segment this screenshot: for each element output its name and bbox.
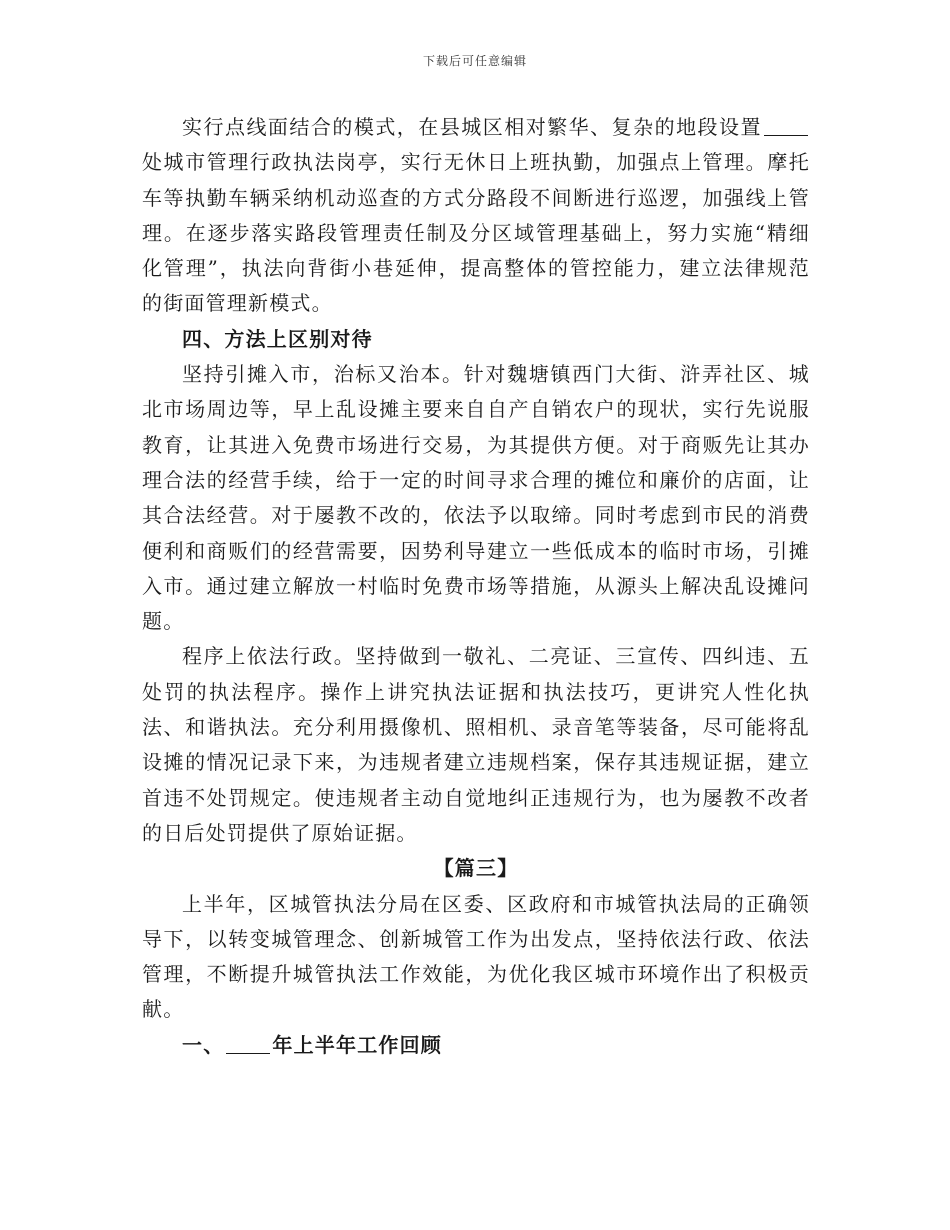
heading-text: 年上半年工作回顾 (272, 1032, 443, 1057)
heading-work-review (142, 1028, 810, 1063)
header-note: 下载后可任意编辑 (422, 54, 527, 68)
heading-text: 一、 (182, 1032, 225, 1057)
paragraph-market-guidance: 坚持引摊入市，治标又治本。针对魏塘镇西门大街、浒弄社区、城北市场周边等，早上乱设摊主要来自自产自销农户的现状，实行先说服教育，让其进入免费市场进行交易，为其提供方便。对于商贩先让其办理合法的经营手续，给于一定的时间寻求合理的摊位和廉价的店面，让其合法经营。对于屡教不改的，依法予以取缔。同时考虑到市民的消费便利和商贩们的经营需要，因势利导建立一些低成本的临时市场，引摊入市。通过建立解放一村临时免费市场等措施，从源头上解决乱设摊问题。 (142, 362, 810, 634)
document-body (142, 110, 810, 1063)
paragraph-patrol-mode (142, 110, 810, 322)
paragraph-text: 实行点线面结合的模式，在县城区相对繁华、复杂的地段设置 (182, 115, 762, 139)
heading-methods: 四、方法上区别对待 (182, 326, 373, 351)
fill-in-blank (764, 115, 808, 136)
paragraph-text: 处城市管理行政执法岗亭，实行无休日上班执勤，加强点上管理。摩托车等执勤车辆采纳机动巡查的方式分路段不间断进行巡逻，加强线上管理。在逐步落实路段管理责任制及分区域管理基础上，努力实施“精细化管理”，执法向背街小巷延伸，提高整体的管控能力，建立法律规范的街面管理新模式。 (142, 150, 810, 316)
paragraph-half-year-summary: 上半年，区城管执法分局在区委、区政府和市城管执法局的正确领导下，以转变城管理念、创新城管工作为出发点，坚持依法行政、依法管理，不断提升城管执法工作效能，为优化我区城市环境作出了积极贡献。 (142, 891, 810, 1022)
section-title: 【篇三】 (433, 856, 519, 881)
paragraph-lawful-procedure: 程序上依法行政。坚持做到一敬礼、二亮证、三宣传、四纠违、五处罚的执法程序。操作上讲究执法证据和执法技巧，更讲究人性化执法、和谐执法。充分利用摄像机、照相机、录音笔等装备，尽可能将乱设摊的情况记录下来，为违规者建立违规档案，保存其违规证据，建立首违不处罚规定。使违规者主动自觉地纠正违规行为，也为屡教不改者的日后处罚提供了原始证据。 (142, 644, 810, 845)
fill-in-blank (226, 1033, 270, 1054)
